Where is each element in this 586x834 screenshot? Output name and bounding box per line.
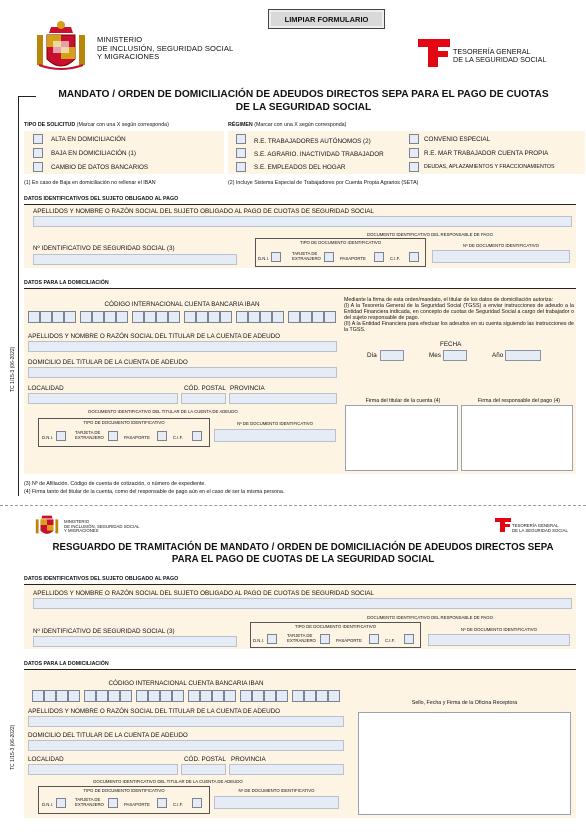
firma-titular-label: Firma del titular de la cuenta (4) — [365, 398, 441, 404]
coat-of-arms-small-icon — [33, 511, 61, 539]
r-sujeto-num-label: Nº IDENTIFICATIVO DE SEGURIDAD SOCIAL (3) — [33, 628, 175, 635]
iban-digit-cell[interactable] — [136, 690, 148, 702]
deudas-label: DEUDAS, APLAZAMIENTOS Y FRACCIONAMIENTOS — [424, 164, 555, 170]
r-sujeto-dni-label: D.N.I. — [253, 638, 264, 643]
iban-digit-cell[interactable] — [32, 690, 44, 702]
localidad-field[interactable] — [28, 393, 178, 404]
iban-digit-cell[interactable] — [324, 311, 336, 323]
mar-checkbox[interactable] — [409, 148, 419, 158]
sujeto-doc-group-label: DOCUMENTO IDENTIFICATIVO DEL RESPONSABLE DE PAGO — [367, 232, 493, 237]
reta-label: R.E. TRABAJADORES AUTÓNOMOS (2) — [254, 138, 371, 145]
r-form-code: TC 1/15-3 (06-2022) — [10, 724, 16, 770]
reta-checkbox[interactable] — [236, 134, 246, 144]
r-sujeto-doc-type-label: TIPO DE DOCUMENTO IDENTIFICATIVO — [294, 624, 377, 629]
iban-digit-cell[interactable] — [208, 311, 220, 323]
r-domiciliacion-section-title: DATOS PARA LA DOMICILIACIÓN — [24, 661, 109, 667]
iban-digit-cell[interactable] — [260, 311, 272, 323]
alta-checkbox[interactable] — [33, 134, 43, 144]
r-cp-field[interactable] — [181, 764, 226, 775]
provincia-field[interactable] — [229, 393, 337, 404]
r-titular-doc-group-label: DOCUMENTO IDENTIFICATIVO DEL TITULAR DE LA CUENTA DE ADEUDO — [93, 779, 243, 784]
r-titular-label: APELLIDOS Y NOMBRE O RAZÓN SOCIAL DEL TITULAR DE LA CUENTA DE ADEUDO — [28, 708, 281, 715]
titular-doc-group-label: DOCUMENTO IDENTIFICATIVO DEL TITULAR DE LA CUENTA DE ADEUDO — [88, 409, 238, 414]
r-titular-dni-label: D.N.I. — [42, 802, 53, 807]
sujeto-tarjeta-checkbox[interactable] — [324, 252, 334, 262]
iban-digit-cell[interactable] — [80, 311, 92, 323]
iban-digit-cell[interactable] — [116, 311, 128, 323]
iban-digit-cell[interactable] — [292, 690, 304, 702]
sujeto-dni-checkbox[interactable] — [271, 252, 281, 262]
sujeto-doc-num-field[interactable] — [432, 250, 570, 263]
iban-digit-cell[interactable] — [28, 311, 40, 323]
sujeto-pasaporte-checkbox[interactable] — [374, 252, 384, 262]
iban-digit-cell[interactable] — [188, 690, 200, 702]
cp-field[interactable] — [181, 393, 226, 404]
clear-form-button[interactable]: LIMPIAR FORMULARIO — [268, 9, 385, 29]
sujeto-num-label: Nº IDENTIFICATIVO DE SEGURIDAD SOCIAL (3) — [33, 245, 175, 252]
sujeto-dni-label: D.N.I. — [258, 256, 269, 261]
r-iban-label: CÓDIGO INTERNACIONAL CUENTA BANCARIA IBAN — [108, 680, 264, 687]
coat-of-arms-icon — [31, 17, 91, 77]
r-sujeto-doc-num-field[interactable] — [428, 634, 570, 646]
iban-digit-cell[interactable] — [200, 690, 212, 702]
iban-digit-cell[interactable] — [156, 311, 168, 323]
solicitud-label: TIPO DE SOLICITUD (Marcar con una X según corresponda) — [24, 122, 169, 128]
titular-tarjeta-checkbox[interactable] — [108, 431, 118, 441]
sujeto-pasaporte-label: PASAPORTE — [340, 256, 366, 261]
iban-digit-cell[interactable] — [132, 311, 144, 323]
dia-label: Día — [367, 352, 377, 359]
mes-label: Mes — [429, 352, 441, 359]
iban-digit-cell[interactable] — [184, 311, 196, 323]
r-localidad-label: LOCALIDAD — [28, 756, 64, 763]
iban-digit-cell[interactable] — [300, 311, 312, 323]
cambio-checkbox[interactable] — [33, 162, 43, 172]
iban-digit-cell[interactable] — [144, 311, 156, 323]
domicilio-field[interactable] — [28, 367, 337, 378]
r-titular-dni-checkbox[interactable] — [56, 798, 66, 808]
sujeto-cif-label: C.I.F. — [390, 256, 401, 261]
iban-digit-cell[interactable] — [312, 311, 324, 323]
iban-digit-cell[interactable] — [120, 690, 132, 702]
iban-digit-cell[interactable] — [84, 690, 96, 702]
r-sujeto-dni-checkbox[interactable] — [267, 634, 277, 644]
titular-label: APELLIDOS Y NOMBRE O RAZÓN SOCIAL DEL TITULAR DE LA CUENTA DE ADEUDO — [28, 333, 281, 340]
iban-digit-cell[interactable] — [168, 311, 180, 323]
iban-label: CÓDIGO INTERNACIONAL CUENTA BANCARIA IBAN — [104, 301, 260, 308]
iban-digit-cell[interactable] — [328, 690, 340, 702]
titular-tarjeta-label: TARJETA DE EXTRANJERO — [75, 430, 104, 440]
r-sujeto-tarjeta-label: TARJETA DE EXTRANJERO — [287, 633, 316, 643]
agrario-checkbox[interactable] — [236, 148, 246, 158]
mandate-text: Mediante la firma de esta orden/mandato, el titular de los datos de domiciliación autoriza: (I) A la Tesorería General de la Seguridad Social (TGSS) a enviar instrucciones de adeudo a la Entidad Financiera indicada, en concepto de cuotas de Seguridad Social a cargo del trabajador o del sujeto responsable de pago. (II) A la Entidad Financiera para efectuar los adeudos en su cuenta siguiendo las instrucciones de la TGSS. — [344, 297, 574, 334]
iban-digit-cell[interactable] — [220, 311, 232, 323]
ministry-line2: DE INCLUSIÓN, SEGURIDAD SOCIAL — [97, 43, 234, 53]
sello-field[interactable] — [358, 712, 571, 815]
titular-pasaporte-checkbox[interactable] — [157, 431, 167, 441]
r-sujeto-cif-label: C.I.F. — [385, 638, 396, 643]
r-titular-doc-num-label: Nº DE DOCUMENTO IDENTIFICATIVO — [238, 788, 315, 793]
iban-digit-cell[interactable] — [276, 690, 288, 702]
ministry-logo-text — [97, 36, 233, 62]
r-sujeto-name-label: APELLIDOS Y NOMBRE O RAZÓN SOCIAL DEL SUJETO OBLIGADO AL PAGO DE CUOTAS DE SEGURIDAD SOCIAL — [33, 590, 374, 597]
ministry-small-text: MINISTERIO DE INCLUSIÓN, SEGURIDAD SOCIAL Y MIGRACIONES — [64, 519, 140, 534]
regimen-label: RÉGIMEN (Marcar con una X según corresponda) — [228, 122, 347, 128]
resguardo-title: RESGUARDO DE TRAMITACIÓN DE MANDATO / ORDEN DE DOMICILIACIÓN DE ADEUDOS DIRECTOS SEPA PARA EL PAGO DE CUOTAS DE LA SEGURIDAD SOCIAL — [52, 542, 554, 566]
sujeto-cif-checkbox[interactable] — [409, 252, 419, 262]
iban-digit-cell[interactable] — [288, 311, 300, 323]
r-titular-tarjeta-checkbox[interactable] — [108, 798, 118, 808]
r-sujeto-section-title: DATOS IDENTIFICATIVOS DEL SUJETO OBLIGADO AL PAGO — [24, 576, 179, 582]
sujeto-tarjeta-label: TARJETA DE EXTRANJERO — [292, 251, 321, 261]
sujeto-name-field[interactable] — [33, 216, 572, 227]
titular-cif-label: C.I.F. — [173, 435, 184, 440]
domiciliacion-section-title: DATOS PARA LA DOMICILIACIÓN — [24, 280, 109, 286]
r-titular-doc-num-field[interactable] — [214, 796, 339, 809]
iban-digit-cell[interactable] — [52, 311, 64, 323]
mes-field[interactable] — [443, 350, 467, 361]
r-titular-cif-checkbox[interactable] — [192, 798, 202, 808]
titular-cif-checkbox[interactable] — [192, 431, 202, 441]
iban-digit-cell[interactable] — [248, 311, 260, 323]
provincia-label: PROVINCIA — [230, 385, 265, 392]
r-domicilio-field[interactable] — [28, 740, 344, 751]
iban-digit-cell[interactable] — [104, 311, 116, 323]
firma-titular-field[interactable] — [345, 405, 458, 471]
sujeto-num-field[interactable] — [33, 254, 237, 265]
tgss-logo-text — [453, 48, 546, 65]
convenio-label: CONVENIO ESPECIAL — [424, 136, 491, 143]
titular-pasaporte-label: PASAPORTE — [124, 435, 150, 440]
iban-digit-cell[interactable] — [148, 690, 160, 702]
anio-field[interactable] — [505, 350, 541, 361]
domicilio-label: DOMICILIO DEL TITULAR DE LA CUENTA DE ADEUDO — [28, 359, 188, 366]
sujeto-doc-type-label: TIPO DE DOCUMENTO IDENTIFICATIVO — [299, 240, 382, 245]
r-cp-label: CÓD. POSTAL — [184, 756, 226, 763]
sujeto-doc-num-label: Nº DE DOCUMENTO IDENTIFICATIVO — [463, 243, 539, 248]
iban-digit-cell[interactable] — [96, 690, 108, 702]
ministry-line3: Y MIGRACIONES — [97, 52, 160, 61]
iban-digit-cell[interactable] — [304, 690, 316, 702]
localidad-label: LOCALIDAD — [28, 385, 64, 392]
r-titular-doc-type-label: TIPO DE DOCUMENTO IDENTIFICATIVO — [83, 788, 165, 793]
tgss-line1: TESORERÍA GENERAL — [453, 47, 531, 56]
alta-label: ALTA EN DOMICILIACIÓN — [51, 136, 126, 143]
r-sujeto-pasaporte-checkbox[interactable] — [369, 634, 379, 644]
form-code: TC 1/15-3 (06-2022) — [10, 346, 16, 392]
iban-digit-cell[interactable] — [252, 690, 264, 702]
iban-digit-cell[interactable] — [160, 690, 172, 702]
agrario-label: S.E. AGRARIO. INACTIVIDAD TRABAJADOR — [254, 151, 384, 158]
hogar-label: S.E. EMPLEADOS DEL HOGAR — [254, 164, 346, 171]
iban-digit-cell[interactable] — [196, 311, 208, 323]
r-sujeto-doc-group-label: DOCUMENTO IDENTIFICATIVO DEL RESPONSABLE DE PAGO — [367, 615, 493, 620]
iban-digit-cell[interactable] — [56, 690, 68, 702]
note-2: (2) Incluye Sistema Especial de Trabajadores por Cuenta Propia Agrarios (SETA) — [228, 180, 419, 186]
r-titular-cif-label: C.I.F. — [173, 802, 184, 807]
r-iban-field-group — [28, 688, 344, 704]
anio-label: Año — [492, 352, 504, 359]
iban-digit-cell[interactable] — [272, 311, 284, 323]
tgss-small-logo-icon — [494, 517, 512, 533]
deudas-checkbox[interactable] — [409, 162, 419, 172]
iban-digit-cell[interactable] — [224, 690, 236, 702]
firma-responsable-label: Firma del responsable del pago (4) — [477, 398, 561, 404]
iban-digit-cell[interactable] — [68, 690, 80, 702]
titular-doc-num-field[interactable] — [214, 429, 336, 442]
baja-label: BAJA EN DOMICILIACIÓN (1) — [51, 150, 137, 157]
iban-digit-cell[interactable] — [240, 690, 252, 702]
iban-digit-cell[interactable] — [64, 311, 76, 323]
r-sujeto-pasaporte-label: PASAPORTE — [336, 638, 362, 643]
r-sujeto-num-field[interactable] — [33, 636, 237, 647]
titular-doc-num-label: Nº DE DOCUMENTO IDENTIFICATIVO — [237, 421, 313, 426]
iban-digit-cell[interactable] — [172, 690, 184, 702]
titular-dni-checkbox[interactable] — [56, 431, 66, 441]
iban-digit-cell[interactable] — [92, 311, 104, 323]
mar-label: R.E. MAR TRABAJADOR CUENTA PROPIA — [424, 150, 549, 157]
tgss-line2: DE LA SEGURIDAD SOCIAL — [453, 55, 547, 65]
sello-label: Sello, Fecha y Firma de la Oficina Receptora — [411, 700, 518, 706]
note-1: (1) En caso de Baja en domiciliación no rellenar el IBAN — [24, 180, 156, 186]
ministry-line1: MINISTERIO — [97, 35, 143, 44]
titular-field[interactable] — [28, 341, 337, 352]
cambio-label: CAMBIO DE DATOS BANCARIOS — [51, 164, 149, 171]
iban-digit-cell[interactable] — [44, 690, 56, 702]
iban-digit-cell[interactable] — [236, 311, 248, 323]
r-sujeto-name-field[interactable] — [33, 598, 572, 609]
r-sujeto-tarjeta-checkbox[interactable] — [320, 634, 330, 644]
page-title: MANDATO / ORDEN DE DOMICILIACIÓN DE ADEUDOS DIRECTOS SEPA PARA EL PAGO DE CUOTAS DE LA SEGURIDAD SOCIAL — [58, 89, 549, 113]
r-sujeto-cif-checkbox[interactable] — [404, 634, 414, 644]
note-3: (3) Nº de Afiliación. Código de cuenta de cotización, o número de expediente. — [24, 481, 206, 487]
titular-dni-label: D.N.I. — [42, 435, 53, 440]
tgss-small-text: TESORERÍA GENERAL DE LA SEGURIDAD SOCIAL — [512, 523, 568, 533]
titular-doc-type-label: TIPO DE DOCUMENTO IDENTIFICATIVO — [83, 420, 165, 425]
cp-label: CÓD. POSTAL — [184, 385, 226, 392]
iban-digit-cell[interactable] — [108, 690, 120, 702]
firma-responsable-field[interactable] — [461, 405, 573, 471]
r-provincia-field[interactable] — [229, 764, 344, 775]
iban-digit-cell[interactable] — [316, 690, 328, 702]
iban-digit-cell[interactable] — [40, 311, 52, 323]
tgss-logo-icon — [416, 37, 452, 69]
r-titular-pasaporte-checkbox[interactable] — [157, 798, 167, 808]
r-titular-tarjeta-label: TARJETA DE EXTRANJERO — [75, 797, 104, 807]
r-provincia-label: PROVINCIA — [231, 756, 266, 763]
hogar-checkbox[interactable] — [236, 162, 246, 172]
note-4: (4) Firma tanto del titular de la cuenta, como del responsable de pago aún en el caso de ser la misma persona. — [24, 489, 285, 495]
sujeto-name-label: APELLIDOS Y NOMBRE O RAZÓN SOCIAL DEL SUJETO OBLIGADO AL PAGO DE CUOTAS DE SEGURIDAD SOCIAL — [33, 208, 374, 215]
fecha-label: FECHA — [440, 341, 462, 348]
r-titular-pasaporte-label: PASAPORTE — [124, 802, 150, 807]
r-sujeto-doc-num-label: Nº DE DOCUMENTO IDENTIFICATIVO — [461, 627, 537, 632]
r-domicilio-label: DOMICILIO DEL TITULAR DE LA CUENTA DE ADEUDO — [28, 732, 188, 739]
dia-field[interactable] — [380, 350, 404, 361]
iban-digit-cell[interactable] — [212, 690, 224, 702]
r-titular-field[interactable] — [28, 716, 344, 727]
iban-digit-cell[interactable] — [264, 690, 276, 702]
convenio-checkbox[interactable] — [409, 134, 419, 144]
sujeto-section-title: DATOS IDENTIFICATIVOS DEL SUJETO OBLIGADO AL PAGO — [24, 196, 179, 202]
baja-checkbox[interactable] — [33, 148, 43, 158]
iban-field-group — [24, 309, 340, 326]
r-localidad-field[interactable] — [28, 764, 178, 775]
